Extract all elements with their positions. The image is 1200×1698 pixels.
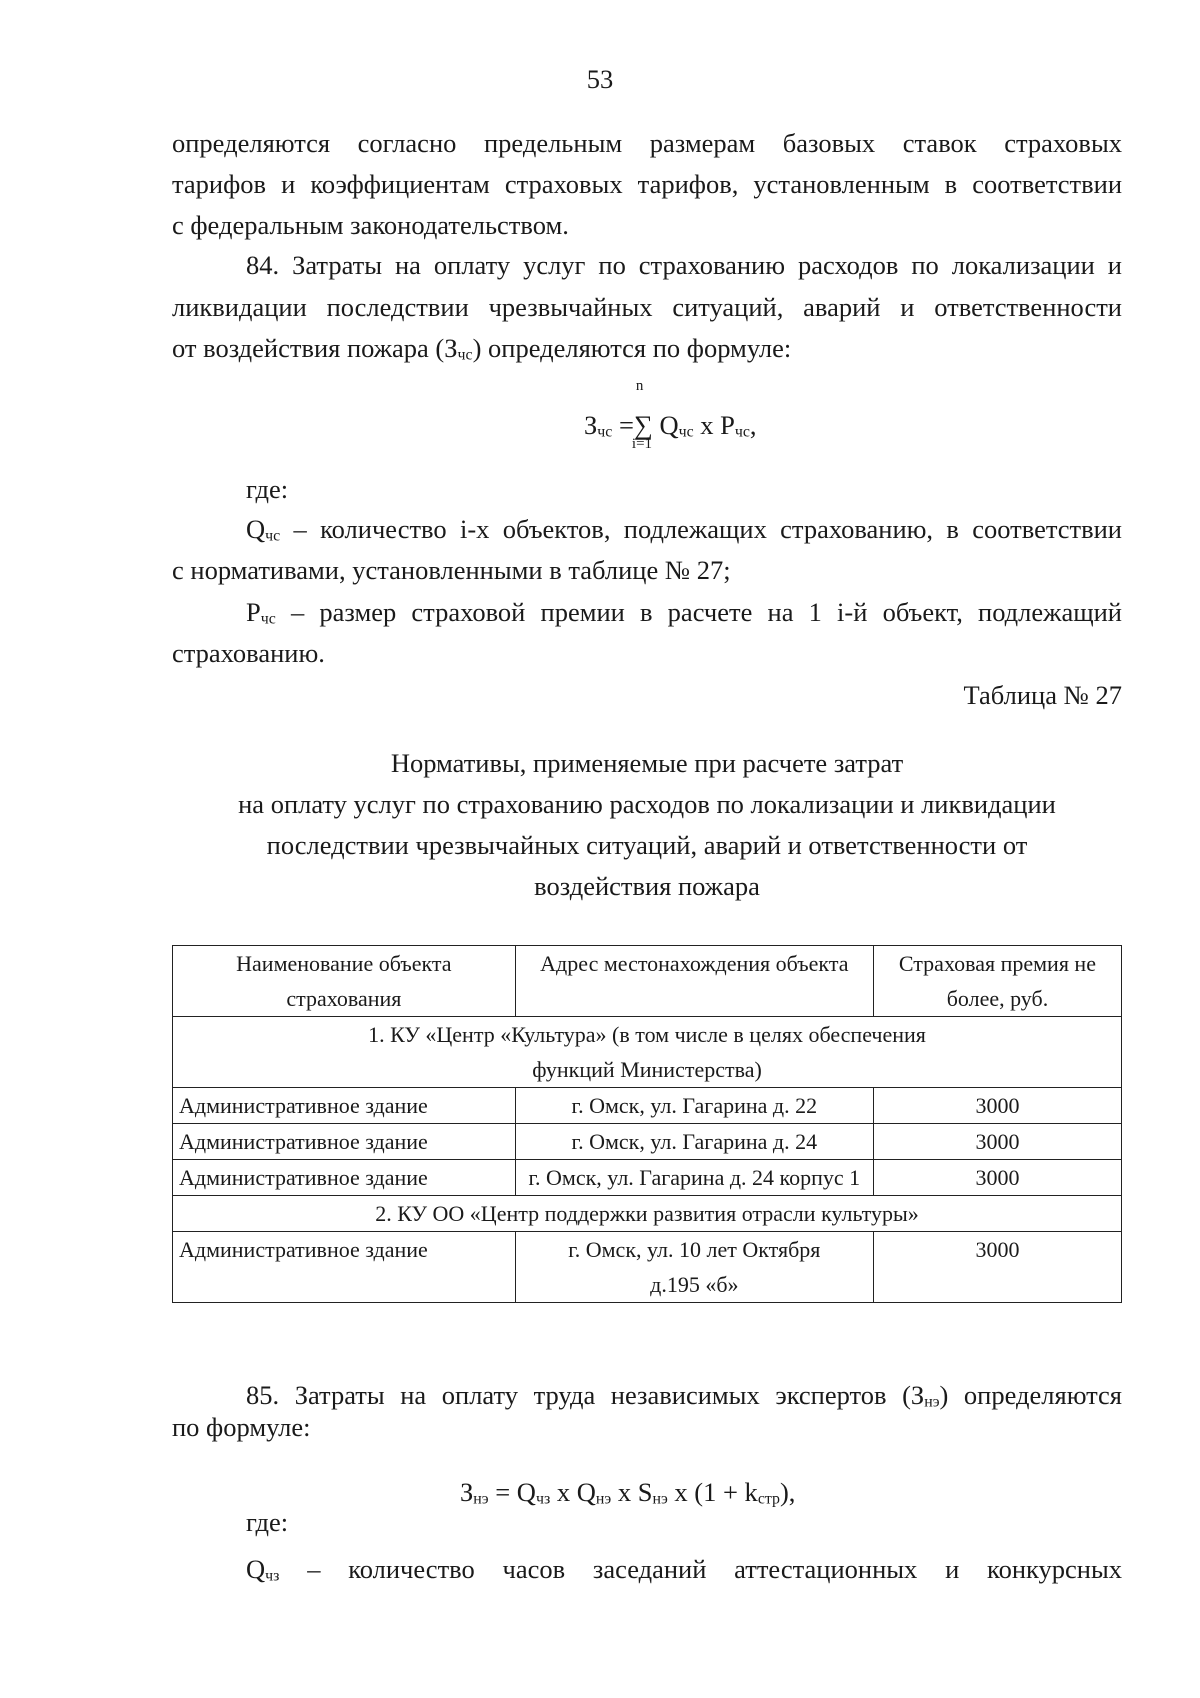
table-row: [173, 1160, 1122, 1196]
page-number: 53: [586, 64, 614, 94]
table-title-line-2: на оплату услуг по страхованию расходов по локализации и ликвидации: [238, 789, 1056, 819]
row-object-name: Административное здание: [173, 1160, 516, 1196]
p84-line-2: ликвидации последствии чрезвычайных ситуаций, аварий и ответственности: [172, 292, 1122, 322]
row-premium: 3000: [873, 1160, 1121, 1196]
formula-zchs: [584, 378, 757, 452]
table-section-row: [173, 1017, 1122, 1088]
formula1-q: Q: [652, 410, 679, 440]
formula2-q2-sub: нэ: [595, 1490, 612, 1508]
formula2-lhs-sub: нэ: [473, 1490, 489, 1508]
header-object-name: Наименование объекта страхования: [173, 946, 516, 1017]
intro-line-1: определяются согласно предельным размерам базовых ставок страховых: [172, 128, 1122, 158]
insurance-norms-table: [172, 945, 1122, 1303]
q-def-line-1: [246, 514, 1122, 545]
row-address: г. Омск, ул. Гагарина д. 22: [515, 1088, 873, 1124]
p85-line-1-text: 85. Затраты на оплату труда независимых экспертов (З: [246, 1380, 925, 1410]
formula2-x3: x (1 + k: [667, 1477, 758, 1507]
formula2-end: ),: [779, 1477, 796, 1507]
qchz-def-symbol: Q: [246, 1554, 266, 1584]
p84-line-3-tail: ) определяются по формуле:: [472, 333, 792, 363]
table-row: [173, 1088, 1122, 1124]
table-title-line-1: Нормативы, применяемые при расчете затрат: [390, 748, 904, 778]
qchz-def-sub: чз: [265, 1567, 280, 1585]
p-def-line-1: [246, 597, 1122, 628]
table-label: Таблица № 27: [963, 680, 1122, 710]
sum-symbol: [631, 378, 653, 452]
p-def-text: – размер страховой премии в расчете на 1 i-й объект, подлежащий: [275, 597, 1122, 627]
p85-line-1-sub: нэ: [924, 1393, 940, 1411]
formula1-p-sub: чс: [734, 423, 750, 441]
where-label-2: где:: [246, 1507, 289, 1537]
sum-lower-limit: i=1: [631, 436, 653, 452]
sum-glyph: ∑: [633, 410, 653, 440]
row-premium: 3000: [873, 1232, 1121, 1303]
formula1-eq: =: [612, 410, 634, 440]
row-object-name: Административное здание: [173, 1088, 516, 1124]
p-def-sub: чс: [260, 610, 276, 628]
p-def-symbol: P: [246, 597, 261, 627]
table-row: [173, 1124, 1122, 1160]
sum-upper-limit: n: [635, 378, 644, 394]
formula1-x: x P: [693, 410, 735, 440]
p85-line-2: по формуле:: [172, 1412, 311, 1442]
q-def-sub: чс: [265, 527, 281, 545]
p-def-line-2: страхованию.: [172, 638, 325, 668]
where-label-1: где:: [246, 474, 289, 504]
formula-zne: [460, 1477, 795, 1508]
intro-line-2: тарифов и коэффициентам страховых тарифов, установленным в соответствии: [172, 169, 1122, 199]
row-address: г. Омск, ул. 10 лет Октября д.195 «б»: [515, 1232, 873, 1303]
table-section-row: [173, 1196, 1122, 1232]
header-premium: Страховая премия не более, руб.: [873, 946, 1121, 1017]
row-address: г. Омск, ул. Гагарина д. 24 корпус 1: [515, 1160, 873, 1196]
p85-line-1-tail: ) определяются: [939, 1380, 1122, 1410]
formula1-lhs: З: [584, 410, 598, 440]
header-address: Адрес местонахождения объекта: [515, 946, 873, 1017]
formula2-k-sub: стр: [757, 1490, 780, 1508]
section-2-title: 2. КУ ОО «Центр поддержки развития отрасли культуры»: [173, 1196, 1122, 1232]
formula2-q1-sub: чз: [535, 1490, 551, 1508]
formula1-lhs-sub: чс: [597, 423, 613, 441]
formula2-x1: x Q: [550, 1477, 596, 1507]
table-header-row: [173, 946, 1122, 1017]
q-def-line-2: с нормативами, установленными в таблице № 27;: [172, 555, 731, 585]
table-title-line-4: воздействия пожара: [534, 871, 760, 901]
table-title-line-3: последствии чрезвычайных ситуаций, аварий и ответственности от: [266, 830, 1028, 860]
intro-line-3: с федеральным законодательством.: [172, 210, 569, 240]
formula2-s-sub: нэ: [652, 1490, 668, 1508]
p84-line-3-text: от воздействия пожара (З: [172, 333, 458, 363]
formula2-x2: x S: [611, 1477, 653, 1507]
formula1-end: ,: [749, 410, 757, 440]
row-premium: 3000: [873, 1088, 1121, 1124]
q-def-text: – количество i-х объектов, подлежащих страхованию, в соответствии: [280, 514, 1122, 544]
section-1-title: 1. КУ «Центр «Культура» (в том числе в целях обеспечения функций Министерства): [173, 1017, 1122, 1088]
row-premium: 3000: [873, 1124, 1121, 1160]
qchz-def-line-1: [246, 1554, 1122, 1585]
p84-line-3-sub: чс: [457, 346, 473, 364]
p84-line-3: [172, 333, 791, 364]
table-row: [173, 1232, 1122, 1303]
formula1-q-sub: чс: [678, 423, 694, 441]
p85-line-1: [246, 1380, 1122, 1411]
formula2-lhs: З: [460, 1477, 474, 1507]
q-def-symbol: Q: [246, 514, 266, 544]
row-address: г. Омск, ул. Гагарина д. 24: [515, 1124, 873, 1160]
qchz-def-text: – количество часов заседаний аттестационных и конкурсных: [279, 1554, 1122, 1584]
row-object-name: Административное здание: [173, 1232, 516, 1303]
row-object-name: Административное здание: [173, 1124, 516, 1160]
p84-line-1: 84. Затраты на оплату услуг по страхованию расходов по локализации и: [246, 250, 1122, 280]
formula2-eq: = Q: [488, 1477, 536, 1507]
